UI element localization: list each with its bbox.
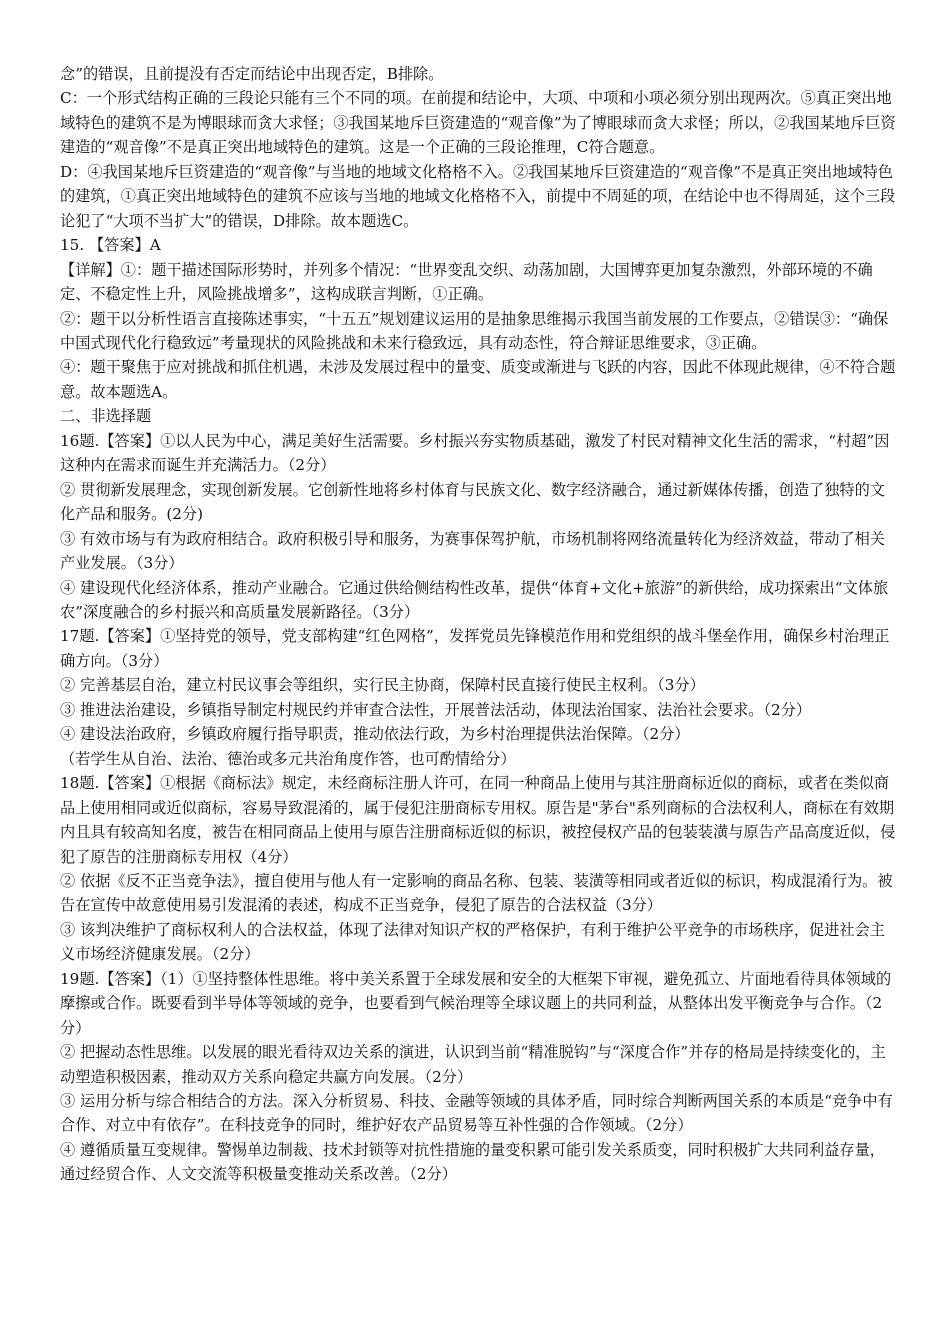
paragraph-15-detail-2-3: ②：题干以分析性语言直接陈述事实，“十五五”规划建议运用的是抽象思维揭示我国当前发展的工作要点，②错误③：“确保中国式现代化行稳致远”考量现状的风险挑战和未来行稳致远，具有动态性，符合辩证思维要求，③正确。 [60, 309, 889, 352]
paragraph-15-detail-1: 【详解】①：题干描述国际形势时，并列多个情况：“世界变乱交织、动荡加剧，大国博弈更加复杂激烈，外部环境的不确定、不稳定性上升，风险挑战增多”，这构成联言判断，①正确。 [60, 260, 873, 304]
section-heading-non-choice: 二、非选择题 [60, 407, 152, 426]
paragraph-17-note: （若学生从自治、法治、德治或多元共治角度作答，也可酌情给分） [60, 749, 516, 768]
paragraph-19-answer-4: ④ 遵循质量互变规律。警惕单边制裁、技术封锁等对抗性措施的量变积累可能引发关系质变，同时积极扩大共同利益存量，通过经贸合作、人文交流等积极量变推动关系改善。（2分） [60, 1140, 885, 1184]
paragraph-17-answer-3: ③ 推进法治建设，乡镇指导制定村规民约并审查合法性，开展普法活动，体现法治国家、法治社会要求。（2分） [60, 700, 812, 719]
paragraph-16-answer-2: ② 贯彻新发展理念，实现创新发展。它创新性地将乡村体育与民族文化、数字经济融合，通过新媒体传播，创造了独特的文化产品和服务。(2分) [60, 480, 885, 524]
document-page [60, 62, 900, 1187]
paragraph-14-c: C：一个形式结构正确的三段论只能有三个不同的项。在前提和结论中，大项、中项和小项必须分别出现两次。⑤真正突出地域特色的建筑不是为博眼球而贪大求怪；③我国某地斥巨资建造的“观音像”为了博眼球而贪大求怪；所以，②我国某地斥巨资建造的“观音像”不是真正突出地域特色的建筑。这是一个正确的三段论推理，C符合题意。 [60, 89, 896, 157]
paragraph-19-answer-2: ② 把握动态性思维。以发展的眼光看待双边关系的演进，认识到当前“精准脱钩”与“深度合作”并存的格局是持续变化的，主动塑造积极因素，推动双方关系向稳定共赢方向发展。（2分） [60, 1043, 886, 1086]
paragraph-18-answer-2: ② 依据《反不正当竞争法》，擅自使用与他人有一定影响的商品名称、包装、装潢等相同或者近似的标识，构成混淆行为。被告在宣传中故意使用易引发混淆的表述，构成不正当竞争，侵犯了原告的合法权益（3分） [60, 871, 893, 915]
heading-15-answer: 15. 【答案】A [60, 236, 161, 255]
paragraph-14-d: D：④我国某地斥巨资建造的“观音像”与当地的地域文化格格不入。②我国某地斥巨资建造的“观音像”不是真正突出地域特色的建筑，①真正突出地域特色的建筑不应该与当地的地域文化格格不入，前提中不周延的项，在结论中也不得周延，这个三段论犯了“大项不当扩大”的错误，D排除。故本题选C。 [60, 162, 896, 230]
paragraph-14-b-tail: 念”的错误，且前提没有否定而结论中出现否定，B排除。 [60, 65, 444, 83]
paragraph-16-answer-4: ④ 建设现代化经济体系，推动产业融合。它通过供给侧结构性改革，提供“体育+文化+旅游”的新供给，成功探索出“文体旅农”深度融合的乡村振兴和高质量发展新路径。（3分） [60, 578, 889, 621]
paragraph-19-answer-1: 19题.【答案】（1）①坚持整体性思维。将中美关系置于全球发展和安全的大框架下审视，避免孤立、片面地看待具体领域的摩擦或合作。既要看到半导体等领域的竞争，也要看到气候治理等全球议题上的共同利益，从整体出发平衡竞争与合作。（2分） [60, 969, 892, 1037]
paragraph-16-answer-3: ③ 有效市场与有为政府相结合。政府积极引导和服务，为赛事保驾护航，市场机制将网络流量转化为经济效益，带动了相关产业发展。（3分） [60, 529, 885, 573]
paragraph-19-answer-3: ③ 运用分析与综合相结合的方法。深入分析贸易、科技、金融等领域的具体矛盾，同时综合判断两国关系的本质是“竞争中有合作、对立中有依存”。在科技竞争的同时，维护好农产品贸易等互补性强的合作领域。（2分） [60, 1092, 893, 1135]
paragraph-17-answer-2: ② 完善基层自治，建立村民议事会等组织，实行民主协商，保障村民直接行使民主权利。（3分） [60, 676, 705, 695]
paragraph-17-answer-1: 17题.【答案】①坚持党的领导，党支部构建“红色网格”，发挥党员先锋模范作用和党组织的战斗堡垒作用，确保乡村治理正确方向。（3分） [60, 627, 890, 670]
paragraph-18-answer-3: ③ 该判决维护了商标权利人的合法权益，体现了法律对知识产权的严格保护，有利于维护公平竞争的市场秩序，促进社会主义市场经济健康发展。（2分） [60, 920, 885, 964]
paragraph-18-answer-1: 18题.【答案】①根据《商标法》规定，未经商标注册人许可，在同一种商品上使用与其注册商标近似的商标，或者在类似商品上使用相同或近似商标，容易导致混淆的，属于侵犯注册商标专用权。原告是"茅台"系列商标的合法权利人，商标在有效期内且具有较高知名度，被告在相同商品上使用与原告注册商标近似的标识，被控侵权产品的包装装潢与原告产品高度近似，侵犯了原告的注册商标专用权（4分） [60, 774, 896, 866]
paragraph-15-detail-4: ④：题干聚焦于应对挑战和抓住机遇，未涉及发展过程中的量变、质变或渐进与飞跃的内容，因此不体现此规律，④不符合题意。故本题选A。 [60, 358, 896, 401]
paragraph-17-answer-4: ④ 建设法治政府，乡镇政府履行指导职责，推动依法行政，为乡村治理提供法治保障。（2分） [60, 725, 690, 744]
paragraph-16-answer-1: 16题.【答案】①以人民为中心，满足美好生活需要。乡村振兴夯实物质基础，激发了村民对精神文化生活的需求，“村超”因这种内在需求而诞生并充满活力。（2分） [60, 431, 890, 475]
